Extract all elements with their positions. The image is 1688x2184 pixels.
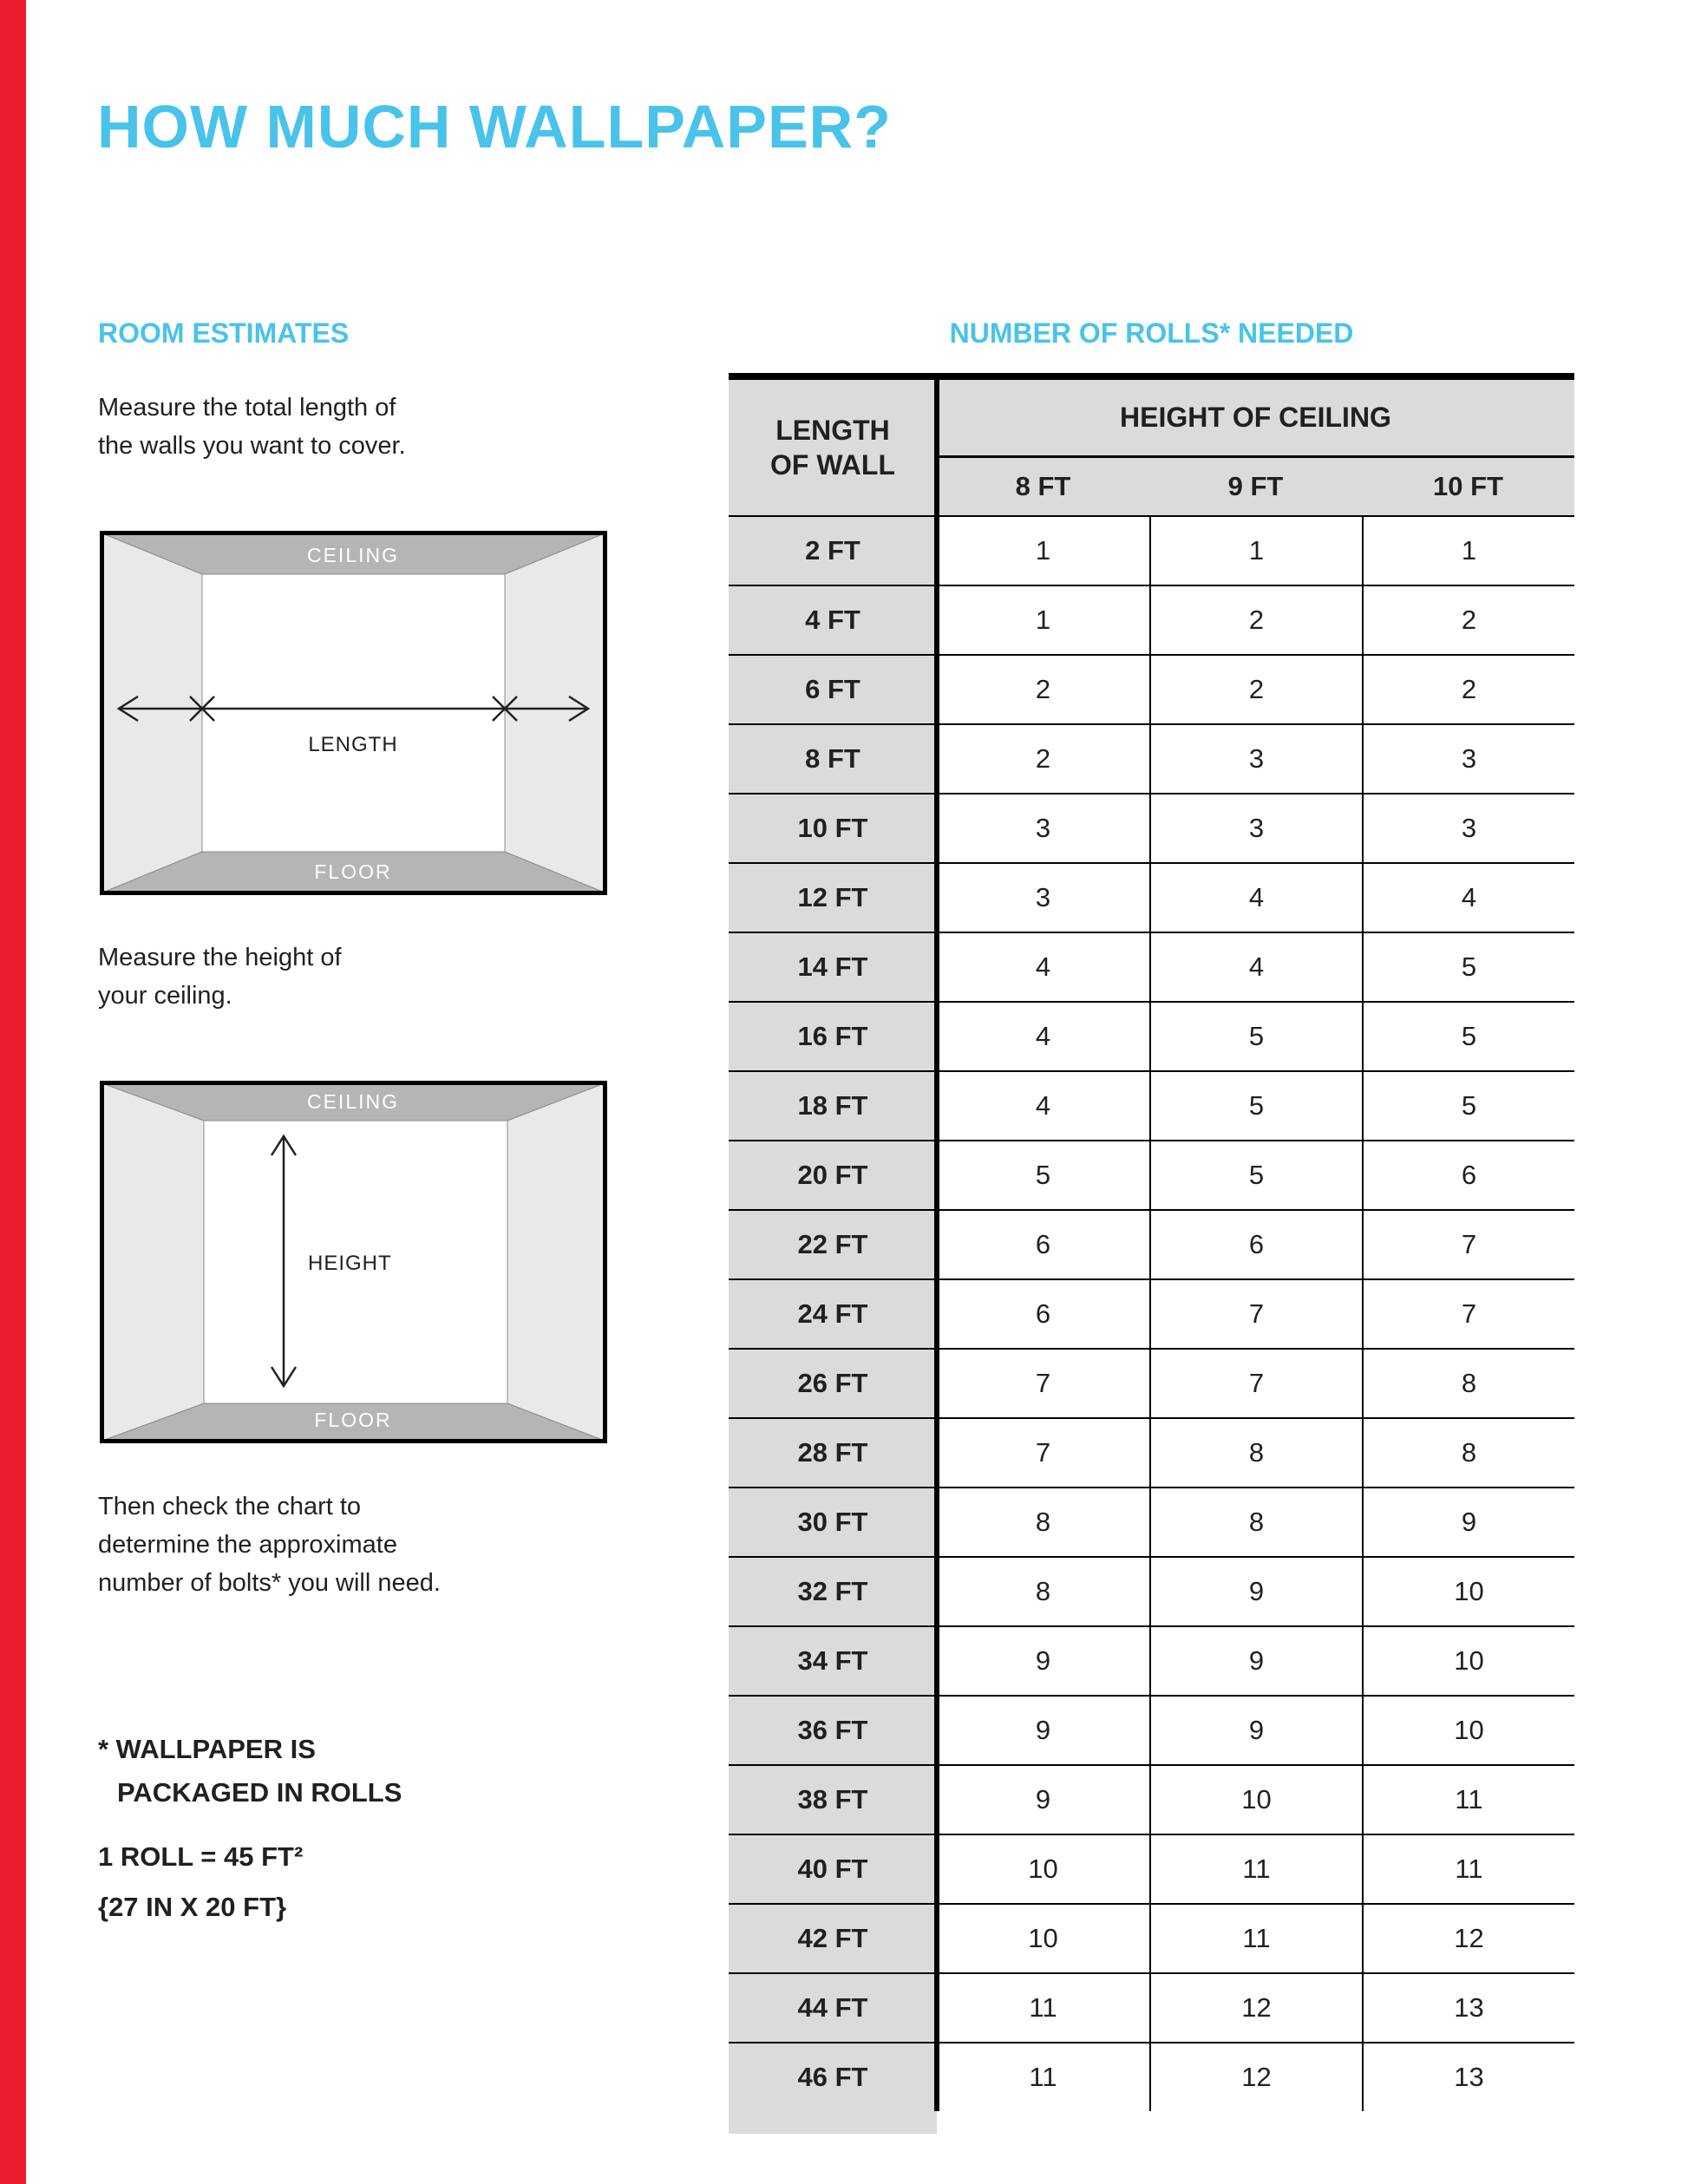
- rolls-value: 9: [1035, 1715, 1051, 1745]
- table-row: [729, 932, 1574, 1001]
- row-length-label: 10 FT: [729, 794, 937, 862]
- page-title: HOW MUCH WALLPAPER?: [97, 93, 892, 160]
- rolls-value: 2: [1149, 656, 1362, 723]
- ceiling-label: CEILING: [306, 1090, 400, 1113]
- row-length-label: 26 FT: [729, 1350, 937, 1417]
- rolls-value: 9: [1149, 1627, 1362, 1695]
- roll-spec: [98, 1832, 303, 1932]
- rolls-value: 7: [1362, 1211, 1574, 1278]
- rolls-value: 1: [1035, 535, 1051, 566]
- rolls-value: 11: [1149, 1835, 1362, 1903]
- table-row: [729, 585, 1574, 654]
- table-row: [729, 1070, 1574, 1140]
- rolls-value: 6: [1362, 1141, 1574, 1209]
- right-wall: [507, 1083, 605, 1441]
- rolls-table: [729, 373, 1574, 2134]
- rolls-value: 5: [1035, 1160, 1051, 1190]
- row-length-label: 4 FT: [729, 586, 937, 654]
- rolls-value: 2: [1035, 674, 1051, 704]
- rolls-value: 7: [1362, 1280, 1574, 1348]
- rolls-value: 3: [1035, 813, 1051, 843]
- table-row: [729, 1556, 1574, 1625]
- rolls-value: 9: [1362, 1488, 1574, 1556]
- rolls-value: 11: [1029, 2062, 1057, 2092]
- table-row: [729, 723, 1574, 793]
- row-length-label: 12 FT: [729, 864, 937, 932]
- height-of-ceiling-header: HEIGHT OF CEILING: [937, 380, 1574, 458]
- row-length-label: 30 FT: [729, 1488, 937, 1556]
- table-row: [729, 793, 1574, 862]
- row-length-label: 8 FT: [729, 725, 937, 793]
- row-length-label: 44 FT: [729, 1974, 937, 2042]
- rolls-value: 8: [1149, 1488, 1362, 1556]
- table-row: [729, 1695, 1574, 1764]
- length-label: LENGTH: [308, 733, 398, 756]
- footnote-line: PACKAGED IN ROLLS: [117, 1777, 402, 1808]
- row-length-label: 6 FT: [729, 656, 937, 723]
- table-row: [729, 1001, 1574, 1070]
- rolls-value: 5: [1362, 933, 1574, 1001]
- table-row: [729, 1417, 1574, 1487]
- rolls-value: 3: [1035, 882, 1051, 912]
- ceiling-header-group: [937, 380, 1574, 515]
- row-length-label: 16 FT: [729, 1003, 937, 1070]
- rolls-value: 4: [1149, 864, 1362, 932]
- rolls-value: 8: [1149, 1419, 1362, 1487]
- rolls-value: 4: [1035, 951, 1051, 982]
- rolls-value: 8: [1035, 1576, 1051, 1606]
- rolls-value: 8: [1362, 1419, 1574, 1487]
- rolls-value: 4: [1362, 864, 1574, 932]
- room-estimates-heading: ROOM ESTIMATES: [98, 317, 350, 349]
- rolls-value: 5: [1362, 1003, 1574, 1070]
- left-wall: [102, 1083, 204, 1441]
- row-length-label: 14 FT: [729, 933, 937, 1001]
- rolls-value: 1: [1035, 605, 1051, 635]
- rolls-value: 5: [1149, 1072, 1362, 1140]
- rolls-value: 10: [1028, 1854, 1058, 1884]
- table-body: [729, 515, 1574, 2111]
- rolls-value: 8: [1035, 1507, 1051, 1537]
- rolls-value: 10: [1362, 1627, 1574, 1695]
- rolls-value: 11: [1029, 1992, 1057, 2023]
- rolls-value: 9: [1035, 1645, 1051, 1676]
- rolls-value: 9: [1035, 1784, 1051, 1815]
- left-wall: [102, 533, 202, 893]
- table-row: [729, 1903, 1574, 1972]
- left-accent-bar: [0, 0, 26, 2184]
- text-line: the walls you want to cover.: [98, 432, 406, 460]
- length-instruction: [98, 389, 406, 465]
- room-length-diagram: [100, 531, 607, 895]
- table-footer-strip: [729, 2111, 937, 2134]
- column-header-8ft: 8 FT: [1015, 471, 1071, 501]
- rolls-value: 6: [1035, 1298, 1051, 1329]
- rolls-value: 7: [1149, 1280, 1362, 1348]
- height-label: HEIGHT: [308, 1252, 392, 1275]
- length-of-wall-header: [729, 380, 937, 515]
- rolls-value: 3: [1149, 794, 1362, 862]
- row-length-label: 2 FT: [729, 517, 937, 585]
- wallpaper-footnote: [98, 1728, 402, 1815]
- text-line: your ceiling.: [98, 982, 232, 1010]
- header-line: LENGTH: [775, 415, 890, 446]
- rolls-value: 13: [1362, 1974, 1574, 2042]
- rolls-value: 2: [1362, 656, 1574, 723]
- rolls-value: 6: [1035, 1229, 1051, 1259]
- rolls-value: 11: [1362, 1835, 1574, 1903]
- rolls-value: 4: [1035, 1090, 1051, 1121]
- floor-label: FLOOR: [314, 860, 392, 883]
- chart-instruction: [98, 1488, 441, 1602]
- row-length-label: 18 FT: [729, 1072, 937, 1140]
- row-length-label: 32 FT: [729, 1558, 937, 1625]
- back-wall: [202, 574, 505, 852]
- row-length-label: 22 FT: [729, 1211, 937, 1278]
- rolls-value: 2: [1362, 586, 1574, 654]
- rolls-value: 7: [1035, 1368, 1051, 1398]
- table-divider-line: [934, 380, 939, 2111]
- rolls-value: 10: [1362, 1558, 1574, 1625]
- ceiling-label: CEILING: [306, 544, 400, 566]
- table-row: [729, 1209, 1574, 1278]
- text-line: Measure the height of: [98, 944, 342, 971]
- table-row: [729, 1764, 1574, 1834]
- roll-size: 1 ROLL = 45 FT²: [98, 1841, 304, 1872]
- row-length-label: 28 FT: [729, 1419, 937, 1487]
- table-row: [729, 1834, 1574, 1903]
- row-length-label: 20 FT: [729, 1141, 937, 1209]
- table-row: [729, 1278, 1574, 1348]
- text-line: determine the approximate: [98, 1531, 397, 1559]
- rolls-value: 3: [1149, 725, 1362, 793]
- rolls-value: 13: [1362, 2043, 1574, 2111]
- rolls-value: 10: [1028, 1923, 1058, 1953]
- table-header: [729, 380, 1574, 515]
- table-row: [729, 862, 1574, 932]
- rolls-value: 10: [1149, 1766, 1362, 1834]
- column-header-10ft: 10 FT: [1433, 471, 1503, 501]
- table-row: [729, 1625, 1574, 1695]
- rolls-value: 4: [1149, 933, 1362, 1001]
- column-headers-row: [937, 458, 1574, 515]
- table-row: [729, 1140, 1574, 1209]
- column-header-9ft: 9 FT: [1227, 471, 1284, 501]
- table-row: [729, 2042, 1574, 2111]
- row-length-label: 34 FT: [729, 1627, 937, 1695]
- rolls-value: 8: [1362, 1350, 1574, 1417]
- footnote-line: * WALLPAPER IS: [98, 1734, 316, 1764]
- height-instruction: [98, 938, 342, 1015]
- text-line: Then check the chart to: [98, 1493, 362, 1520]
- table-row: [729, 1487, 1574, 1556]
- rolls-value: 5: [1149, 1141, 1362, 1209]
- row-length-label: 38 FT: [729, 1766, 937, 1834]
- rolls-value: 12: [1149, 2043, 1362, 2111]
- table-row: [729, 515, 1574, 585]
- rolls-value: 1: [1362, 517, 1574, 585]
- rolls-value: 5: [1362, 1072, 1574, 1140]
- rolls-value: 12: [1149, 1974, 1362, 2042]
- row-length-label: 42 FT: [729, 1905, 937, 1972]
- row-length-label: 24 FT: [729, 1280, 937, 1348]
- text-line: Measure the total length of: [98, 394, 396, 422]
- floor-label: FLOOR: [314, 1409, 392, 1431]
- roll-dimensions: {27 IN X 20 FT}: [98, 1892, 287, 1922]
- text-line: number of bolts* you will need.: [98, 1569, 441, 1597]
- row-length-label: 46 FT: [729, 2043, 937, 2111]
- rolls-value: 11: [1149, 1905, 1362, 1972]
- table-row: [729, 1972, 1574, 2042]
- row-length-label: 40 FT: [729, 1835, 937, 1903]
- right-wall: [505, 533, 605, 893]
- rolls-value: 2: [1149, 586, 1362, 654]
- rolls-value: 7: [1035, 1437, 1051, 1468]
- rolls-value: 9: [1149, 1697, 1362, 1764]
- table-row: [729, 654, 1574, 723]
- rolls-value: 9: [1149, 1558, 1362, 1625]
- rolls-value: 5: [1149, 1003, 1362, 1070]
- rolls-value: 1: [1149, 517, 1362, 585]
- row-length-label: 36 FT: [729, 1697, 937, 1764]
- table-row: [729, 1348, 1574, 1417]
- rolls-value: 12: [1362, 1905, 1574, 1972]
- rolls-value: 4: [1035, 1021, 1051, 1051]
- rolls-value: 10: [1362, 1697, 1574, 1764]
- rolls-needed-heading: NUMBER OF ROLLS* NEEDED: [949, 317, 1354, 349]
- header-line: OF WALL: [770, 449, 895, 481]
- rolls-value: 2: [1035, 743, 1051, 774]
- rolls-value: 6: [1149, 1211, 1362, 1278]
- rolls-value: 3: [1362, 725, 1574, 793]
- rolls-value: 11: [1362, 1766, 1574, 1834]
- rolls-value: 7: [1149, 1350, 1362, 1417]
- rolls-value: 3: [1362, 794, 1574, 862]
- ceiling-height-diagram: [100, 1081, 607, 1443]
